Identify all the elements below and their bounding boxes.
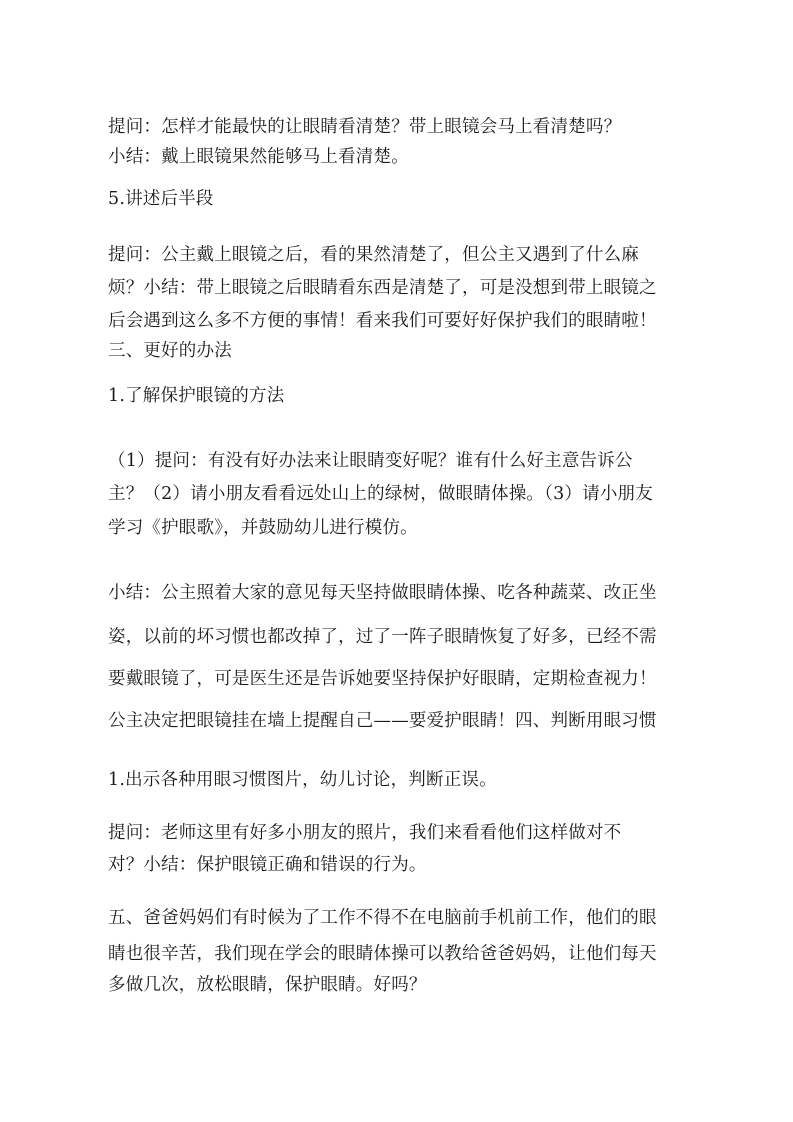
text-line-question-2c: 后会遇到这么多不方便的事情！看来我们可要好好保护我们的眼睛啦！ <box>108 311 657 331</box>
text-line-part5a: 五、爸爸妈妈们有时候为了工作不得不在电脑前手机前工作，他们的眼 <box>108 908 657 928</box>
text-line-question-2a: 提问：公主戴上眼镜之后，看的果然清楚了，但公主又遇到了什么麻 <box>108 245 639 265</box>
text-line-methods-a: （1）提问：有没有好办法来让眼睛变好呢？谁有什么好主意告诉公 <box>108 451 633 471</box>
subheading-1: 1.了解保护眼镜的方法 <box>108 386 285 406</box>
text-line-habits: 1.出示各种用眼习惯图片，幼儿讨论，判断正误。 <box>108 770 497 790</box>
text-line-summary-2b: 姿，以前的坏习惯也都改掉了，过了一阵子眼睛恢复了好多，已经不需 <box>108 627 657 647</box>
text-line-summary-1: 小结：戴上眼镜果然能够马上看清楚。 <box>108 147 409 167</box>
text-line-part5b: 睛也很辛苦，我们现在学会的眼睛体操可以教给爸爸妈妈，让他们每天 <box>108 944 657 964</box>
section-heading-3: 三、更好的办法 <box>108 341 232 361</box>
text-line-summary-2a: 小结：公主照着大家的意见每天坚持做眼睛体操、吃各种蔬菜、改正坐 <box>108 583 657 603</box>
text-line-question-1: 提问：怎样才能最快的让眼睛看清楚？带上眼镜会马上看清楚吗？ <box>108 117 622 137</box>
section-heading-5: 5.讲述后半段 <box>108 189 214 209</box>
text-line-question-3a: 提问：老师这里有好多小朋友的照片，我们来看看他们这样做对不 <box>108 823 622 843</box>
text-line-methods-c: 学习《护眼歌》，并鼓励幼儿进行模仿。 <box>108 518 418 538</box>
text-line-methods-b: 主？（2）请小朋友看看远处山上的绿树，做眼睛体操。（3）请小朋友 <box>108 484 653 504</box>
text-line-summary-2c: 要戴眼镜了，可是医生还是告诉她要坚持保护好眼睛，定期检查视力！ <box>108 669 657 689</box>
text-line-question-2b: 烦？小结：带上眼镜之后眼睛看东西是清楚了，可是没想到带上眼镜之 <box>108 278 657 298</box>
text-line-summary-2d: 公主决定把眼镜挂在墙上提醒自己——要爱护眼睛！四、判断用眼习惯 <box>108 711 657 731</box>
text-line-question-3b: 对？小结：保护眼镜正确和错误的行为。 <box>108 855 427 875</box>
text-line-part5c: 多做几次，放松眼睛，保护眼睛。好吗？ <box>108 975 427 995</box>
